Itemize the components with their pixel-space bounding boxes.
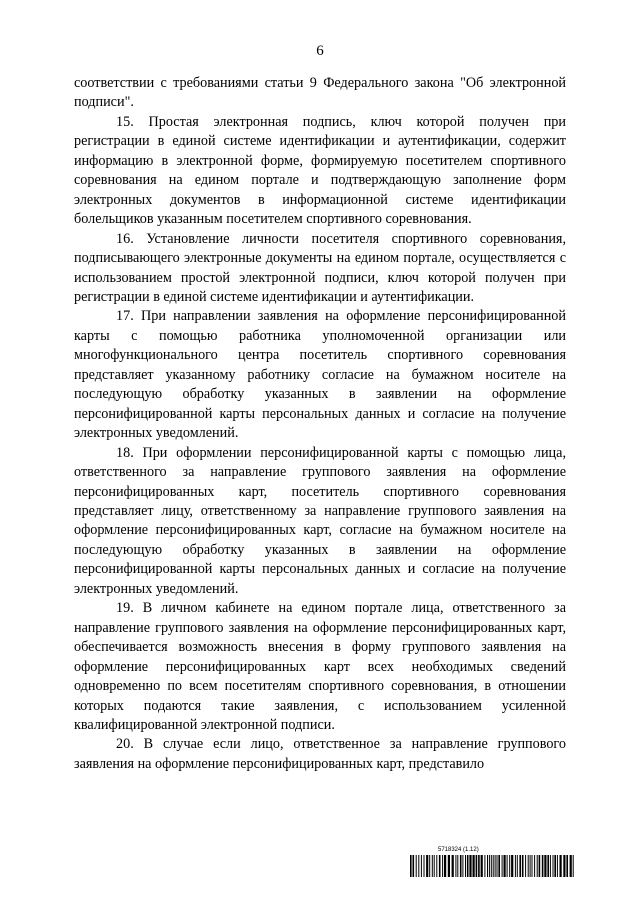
barcode-icon bbox=[410, 855, 576, 877]
paragraph-17: 17. При направлении заявления на оформление персонифицированной карты с помощью работника уполномоченной организации или многофункционального центра посетитель спортивного соревнования представляет указанному работнику согласие на бумажном носителе на последующую обработку указанных в заявлении на оформление персонифицированной карты персональных данных и согласие на получение электронных уведомлений. bbox=[74, 308, 566, 442]
document-body bbox=[74, 74, 566, 774]
paragraph-15: 15. Простая электронная подпись, ключ которой получен при регистрации в единой системе идентификации и аутентификации, содержит информацию в электронной форме, формируемую посетителем спортивного соревнования на едином портале и подтверждающую заполнение форм электронных документов в информационной системе идентификации болельщиков указанным посетителем спортивного соревнования. bbox=[74, 113, 566, 228]
paragraph-continuation: соответствии с требованиями статьи 9 Федерального закона "Об электронной подписи". bbox=[74, 75, 566, 111]
barcode bbox=[410, 847, 576, 877]
paragraph-20: 20. В случае если лицо, ответственное за направление группового заявления на оформление персонифицированных карт, представило bbox=[74, 736, 566, 772]
paragraph-19: 19. В личном кабинете на едином портале лица, ответственного за направление группового заявления на оформление персонифицированных карт, обеспечивается возможность внесения в форму группового заявления на оформление персонифицированных карт всех необходимых сведений одновременно по всем посетителям спортивного соревнования, в отношении которых подаются такие заявления, с использованием усиленной квалифицированной электронной подписи. bbox=[74, 600, 566, 733]
page-number: 6 bbox=[316, 43, 324, 59]
barcode-caption: 5718324 (1.12) bbox=[438, 847, 479, 853]
paragraph-18: 18. При оформлении персонифицированной карты с помощью лица, ответственного за направление группового заявления на оформление персонифицированных карт, посетитель спортивного соревнования представляет лицу, ответственному за направление группового заявления на оформление персонифицированных карт, согласие на бумажном носителе на последующую обработку указанных в заявлении на оформление персонифицированной карты персональных данных и согласие на получение электронных уведомлений. bbox=[74, 444, 566, 597]
paragraph-16: 16. Установление личности посетителя спортивного соревнования, подписывающего электронные документы на едином портале, осуществляется с использованием простой электронной подписи, ключ которой получен при регистрации в единой системе идентификации и аутентификации. bbox=[74, 230, 566, 305]
